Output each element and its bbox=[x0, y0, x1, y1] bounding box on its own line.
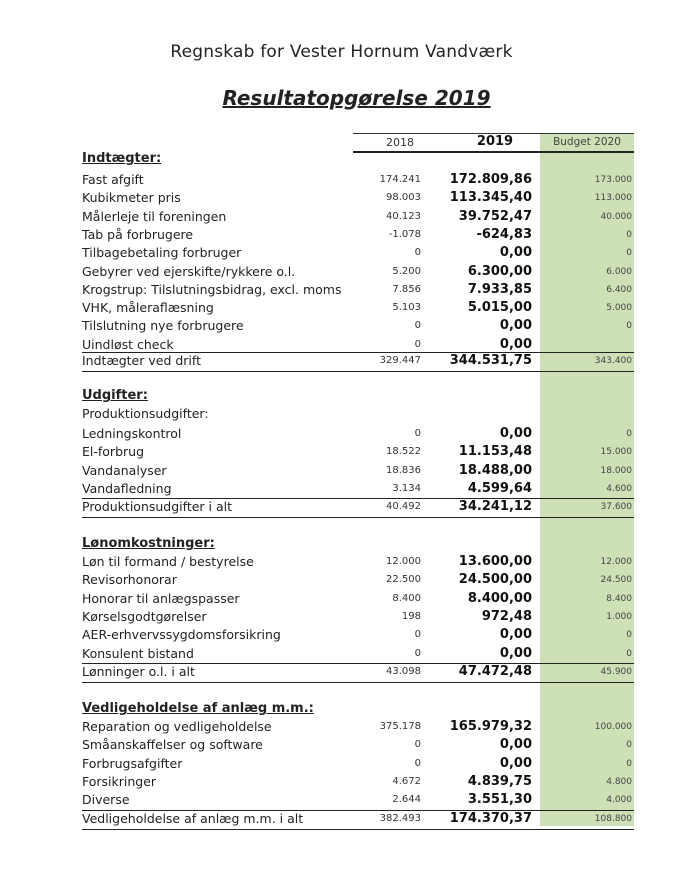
value-budget-2020: 4.800 bbox=[606, 776, 632, 787]
value-budget-2020: 0 bbox=[626, 630, 632, 641]
income-total-row-label: Indtægter ved drift bbox=[82, 353, 201, 368]
income-row bbox=[82, 281, 634, 299]
value-2019: 0,00 bbox=[499, 336, 532, 352]
wages-row bbox=[82, 608, 634, 626]
value-2018: 7.856 bbox=[392, 283, 421, 295]
wages-row bbox=[82, 626, 634, 644]
value-budget-2020: 343.400 bbox=[594, 356, 632, 366]
value-2018: 18.836 bbox=[386, 464, 421, 476]
value-2018: 40.123 bbox=[386, 210, 421, 222]
value-budget-2020: 113.000 bbox=[594, 193, 632, 204]
value-2018: 0 bbox=[414, 739, 421, 751]
section-title-income bbox=[82, 150, 634, 168]
value-2019: 174.370,37 bbox=[449, 811, 532, 826]
value-2019: 47.472,48 bbox=[458, 664, 532, 679]
maintenance-row-label: Reparation og vedligeholdelse bbox=[82, 719, 272, 734]
value-budget-2020: 0 bbox=[626, 648, 632, 659]
value-2019: 0,00 bbox=[499, 318, 532, 334]
expenses-row bbox=[82, 462, 634, 480]
value-2019: 18.488,00 bbox=[458, 462, 532, 478]
value-budget-2020: 18.000 bbox=[600, 465, 632, 476]
expenses-row bbox=[82, 480, 634, 498]
value-2018: 0 bbox=[414, 757, 421, 769]
value-2019: 344.531,75 bbox=[449, 353, 532, 368]
income-row bbox=[82, 336, 634, 354]
expenses-row bbox=[82, 425, 634, 443]
value-2019: 8.400,00 bbox=[467, 590, 532, 606]
section-title-maintenance bbox=[82, 700, 634, 718]
income-row-label: Tilbagebetaling forbruger bbox=[82, 245, 242, 261]
income-row-label: Tilslutning nye forbrugere bbox=[82, 318, 244, 334]
production-total-row-label: Produktionsudgifter i alt bbox=[82, 499, 233, 514]
value-budget-2020: 0 bbox=[626, 758, 632, 769]
maintenance-row bbox=[82, 736, 634, 754]
income-row-label: Tab på forbrugere bbox=[82, 226, 194, 242]
column-header-2019: 2019 bbox=[476, 134, 514, 149]
maintenance-row bbox=[82, 773, 634, 791]
value-2018: 2.644 bbox=[392, 794, 421, 806]
document-title: Regnskab for Vester Hornum Vandværk bbox=[170, 42, 513, 62]
value-2019: 165.979,32 bbox=[449, 719, 532, 734]
value-2018: 382.493 bbox=[379, 813, 421, 824]
value-budget-2020: 0 bbox=[626, 740, 632, 751]
wages-row-label: Konsulent bistand bbox=[82, 645, 194, 661]
income-row-label: Kubikmeter pris bbox=[82, 190, 181, 206]
value-2018: 43.098 bbox=[386, 666, 421, 677]
value-2019: -624,83 bbox=[476, 226, 532, 242]
income-row bbox=[82, 317, 634, 335]
maintenance-row-label: Diverse bbox=[82, 792, 130, 808]
value-budget-2020: 100.000 bbox=[594, 722, 632, 732]
value-budget-2020: 6.000 bbox=[606, 266, 632, 277]
document-heading: Resultatopgørelse 2019 bbox=[222, 86, 491, 110]
value-2019: 34.241,12 bbox=[458, 499, 532, 514]
value-2019: 4.839,75 bbox=[467, 773, 532, 789]
value-2018: 0 bbox=[414, 647, 421, 659]
value-2019: 972,48 bbox=[481, 608, 532, 624]
value-budget-2020: 1.000 bbox=[606, 611, 632, 622]
wages-total-row bbox=[82, 663, 634, 683]
income-total-row bbox=[82, 352, 634, 372]
value-budget-2020: 0 bbox=[626, 248, 632, 259]
value-2019: 39.752,47 bbox=[458, 208, 532, 224]
value-budget-2020: 4.000 bbox=[606, 795, 632, 806]
value-2019: 0,00 bbox=[499, 245, 532, 261]
column-header-2018: 2018 bbox=[386, 136, 414, 149]
value-budget-2020: 5.000 bbox=[606, 303, 632, 314]
value-2019: 172.809,86 bbox=[449, 172, 532, 187]
income-row-label: Gebyrer ved ejerskifte/rykkere o.l. bbox=[82, 263, 296, 279]
value-2018: 174.241 bbox=[379, 174, 421, 185]
wages-row-label: AER-erhvervssygdomsforsikring bbox=[82, 627, 281, 643]
value-2018: 0 bbox=[414, 629, 421, 641]
value-2019: 0,00 bbox=[499, 737, 532, 753]
value-budget-2020: 37.600 bbox=[600, 502, 632, 512]
wages-row bbox=[82, 553, 634, 571]
section-title-income-label: Indtægter: bbox=[82, 151, 162, 166]
expenses-row bbox=[82, 443, 634, 461]
value-2018: 0 bbox=[414, 338, 421, 350]
maintenance-row-label: Forsikringer bbox=[82, 773, 157, 789]
wages-row bbox=[82, 571, 634, 589]
production-total-row bbox=[82, 498, 634, 518]
value-2018: 329.447 bbox=[379, 355, 421, 366]
expenses-row-label: Vandafledning bbox=[82, 480, 172, 496]
value-budget-2020: 0 bbox=[626, 229, 632, 240]
value-2018: 22.500 bbox=[386, 574, 421, 586]
wages-row bbox=[82, 645, 634, 663]
value-2019: 11.153,48 bbox=[458, 444, 532, 460]
value-2018: 18.522 bbox=[386, 446, 421, 458]
value-2019: 4.599,64 bbox=[467, 480, 532, 496]
value-2018: 5.200 bbox=[392, 265, 421, 277]
value-2019: 0,00 bbox=[499, 755, 532, 771]
maintenance-total-row-label: Vedligeholdelse af anlæg m.m. i alt bbox=[82, 811, 304, 826]
value-2018: -1.078 bbox=[388, 228, 421, 240]
income-row bbox=[82, 189, 634, 207]
value-budget-2020: 15.000 bbox=[600, 447, 632, 458]
income-row bbox=[82, 208, 634, 226]
wages-row-label: Honorar til anlægspasser bbox=[82, 590, 240, 606]
value-2018: 5.103 bbox=[392, 302, 421, 314]
column-header-budget-2020: Budget 2020 bbox=[553, 136, 621, 148]
value-2018: 98.003 bbox=[386, 192, 421, 204]
income-row bbox=[82, 226, 634, 244]
value-budget-2020: 0 bbox=[626, 321, 632, 332]
value-2019: 3.551,30 bbox=[467, 792, 532, 808]
value-budget-2020: 6.400 bbox=[606, 284, 632, 295]
income-row-label: Uindløst check bbox=[82, 336, 174, 352]
subsection-title-production-label: Produktionsudgifter: bbox=[82, 406, 209, 421]
value-2018: 0 bbox=[414, 247, 421, 259]
expenses-row-label: El-forbrug bbox=[82, 444, 144, 460]
value-budget-2020: 40.000 bbox=[600, 211, 632, 222]
income-row bbox=[82, 263, 634, 281]
value-budget-2020: 8.400 bbox=[606, 593, 632, 604]
maintenance-row bbox=[82, 755, 634, 773]
income-row-label: Målerleje til foreningen bbox=[82, 208, 227, 224]
value-2018: 12.000 bbox=[386, 556, 421, 567]
value-2019: 0,00 bbox=[499, 645, 532, 661]
value-budget-2020: 4.600 bbox=[606, 483, 632, 494]
section-title-wages bbox=[82, 535, 634, 553]
value-budget-2020: 12.000 bbox=[600, 557, 632, 567]
value-2019: 13.600,00 bbox=[458, 554, 532, 569]
wages-row bbox=[82, 590, 634, 608]
wages-total-row-label: Lønninger o.l. i alt bbox=[82, 664, 195, 679]
expenses-row-label: Vandanalyser bbox=[82, 462, 167, 478]
value-2018: 8.400 bbox=[392, 592, 421, 604]
income-row bbox=[82, 171, 634, 189]
value-2019: 113.345,40 bbox=[449, 190, 532, 206]
maintenance-row-label: Forbrugsafgifter bbox=[82, 755, 183, 771]
maintenance-row bbox=[82, 718, 634, 736]
value-2019: 7.933,85 bbox=[467, 281, 532, 297]
value-budget-2020: 173.000 bbox=[594, 175, 632, 185]
income-row bbox=[82, 299, 634, 317]
expenses-row-label: Ledningskontrol bbox=[82, 426, 182, 441]
subsection-title-production bbox=[82, 405, 634, 423]
wages-row-label: Løn til formand / bestyrelse bbox=[82, 554, 254, 569]
value-2018: 40.492 bbox=[386, 501, 421, 512]
value-2018: 4.672 bbox=[392, 775, 421, 787]
section-title-expenses bbox=[82, 387, 634, 405]
value-2019: 24.500,00 bbox=[458, 572, 532, 588]
value-2019: 0,00 bbox=[499, 426, 532, 441]
value-2018: 375.178 bbox=[379, 721, 421, 732]
maintenance-total-row bbox=[82, 810, 634, 830]
section-title-maintenance-label: Vedligeholdelse af anlæg m.m.: bbox=[82, 701, 314, 716]
section-title-wages-label: Lønomkostninger: bbox=[82, 536, 215, 551]
value-2018: 0 bbox=[414, 428, 421, 439]
income-row-label: Fast afgift bbox=[82, 172, 144, 187]
value-budget-2020: 24.500 bbox=[600, 575, 632, 586]
value-budget-2020: 45.900 bbox=[600, 667, 632, 677]
value-2019: 0,00 bbox=[499, 627, 532, 643]
income-row-label: Krogstrup: Tilslutningsbidrag, excl. moms bbox=[82, 281, 342, 297]
value-2018: 198 bbox=[401, 610, 421, 622]
maintenance-row bbox=[82, 791, 634, 809]
section-title-expenses-label: Udgifter: bbox=[82, 388, 148, 403]
value-2019: 6.300,00 bbox=[467, 263, 532, 279]
value-budget-2020: 108.800 bbox=[594, 814, 632, 824]
wages-row-label: Revisorhonorar bbox=[82, 572, 177, 588]
wages-row-label: Kørselsgodtgørelser bbox=[82, 608, 207, 624]
value-budget-2020: 0 bbox=[626, 429, 632, 439]
value-2019: 5.015,00 bbox=[467, 300, 532, 316]
value-2018: 0 bbox=[414, 320, 421, 332]
maintenance-row-label: Småanskaffelser og software bbox=[82, 737, 263, 753]
income-row-label: VHK, måleraflæsning bbox=[82, 300, 214, 316]
income-row bbox=[82, 244, 634, 262]
value-2018: 3.134 bbox=[392, 482, 421, 494]
